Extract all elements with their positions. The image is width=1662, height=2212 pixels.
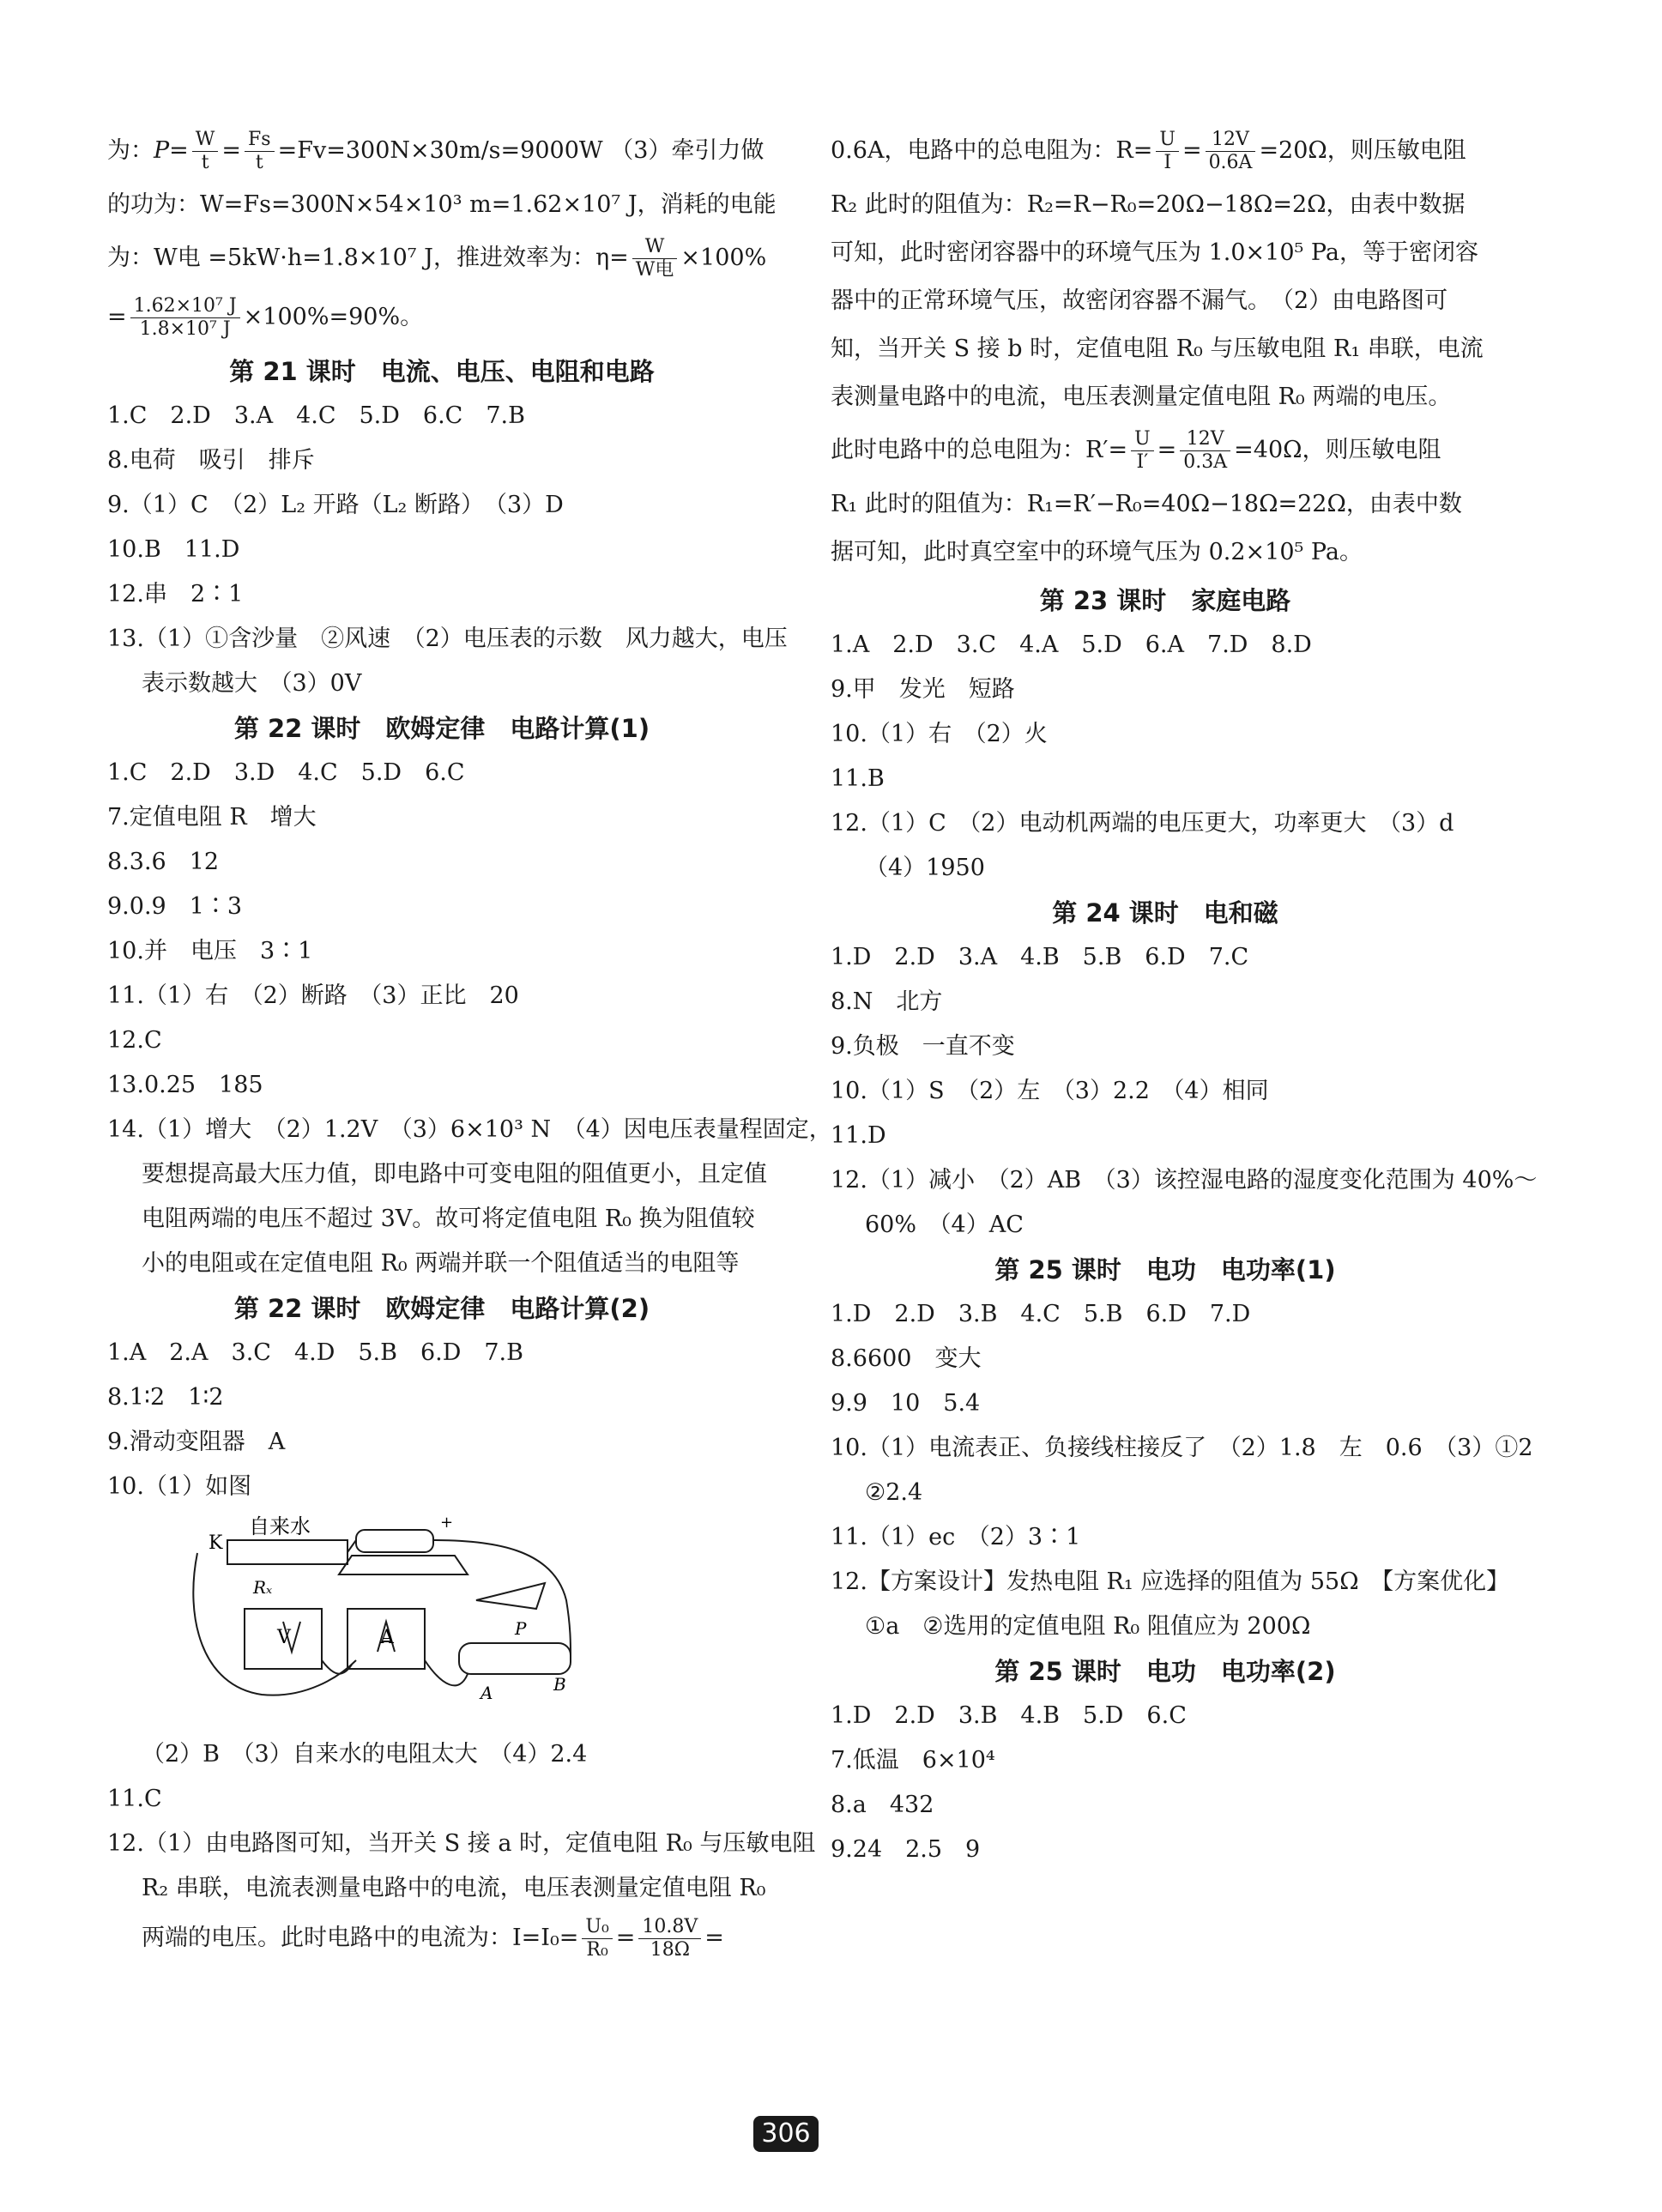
answer-line: 7.低温 6×10⁴ — [831, 1747, 995, 1774]
answer-line: 12.【方案设计】发热电阻 R₁ 应选择的阻值为 55Ω 【方案优化】 — [831, 1568, 1510, 1595]
fraction: $\frac{Fs}{t}$ — [245, 129, 275, 174]
answer-line: （2）B （3）自来水的电阻太大 （4）2.4 — [142, 1741, 588, 1768]
answer-line: 小的电阻或在定值电阻 R₀ 两端并联一个阻值适当的电阻等 — [142, 1250, 740, 1277]
answer-line: 13.0.25 185 — [107, 1072, 263, 1098]
answer-line: ①a ②选用的定值电阻 R₀ 阻值应为 200Ω — [865, 1613, 1311, 1640]
meter-needle-icon — [283, 1622, 395, 1652]
label-p: P — [515, 1618, 527, 1639]
answer-line: 10.（1）如图 — [107, 1473, 252, 1500]
text-line: 知，当开关 S 接 b 时，定值电阻 R₀ 与压敏电阻 R₁ 串联，电流 — [831, 335, 1484, 362]
fraction: $\frac{10.8V}{18\Omega}$ — [638, 1916, 701, 1961]
answer-line: 8.电荷 吸引 排斥 — [107, 447, 315, 474]
section-heading: 第 21 课时 电流、电压、电阻和电路 — [229, 357, 655, 386]
left-column — [107, 129, 832, 1972]
text-line: 的功为：W=Fs=300N×54×10³ m=1.62×10⁷ J，消耗的电能 — [107, 191, 777, 218]
answer-line: 1.C 2.D 3.D 4.C 5.D 6.C — [107, 759, 465, 786]
fraction: $\frac{12V}{0.3A}$ — [1180, 428, 1230, 474]
answer-line: 14.（1）增大 （2）1.2V （3）6×10³ N （4）因电压表量程固定， — [107, 1116, 832, 1143]
fraction: $\frac{\text{U₀}}{\text{R₀}}$ — [582, 1916, 612, 1961]
answer-line: 1.D 2.D 3.B 4.C 5.B 6.D 7.D — [831, 1301, 1251, 1327]
answer-line: 1.A 2.A 3.C 4.D 5.B 6.D 7.B — [107, 1339, 523, 1366]
section-heading: 第 25 课时 电功 电功率(1) — [994, 1255, 1336, 1284]
answer-line: 9.滑动变阻器 A — [107, 1429, 286, 1455]
switch-shape — [476, 1583, 545, 1609]
answer-line: 1.A 2.D 3.C 4.A 5.D 6.A 7.D 8.D — [831, 632, 1312, 658]
page-number: 306 — [753, 2116, 819, 2152]
section-heading: 第 24 课时 电和磁 — [1052, 898, 1278, 928]
section-heading: 第 22 课时 欧姆定律 电路计算(1) — [233, 714, 650, 743]
text-line: 0.6A，电路中的总电阻为：R= $\frac{U}{I}$ = $\frac{12V}{0.6A}$ =20Ω，则压敏电阻 — [831, 129, 1466, 173]
text-line: 器中的正常环境气压，故密闭容器不漏气。 （2）由电路图可 — [831, 287, 1448, 314]
answer-line: 10.（1）S （2）左 （3）2.2 （4）相同 — [831, 1078, 1269, 1104]
wire — [433, 1540, 571, 1656]
answer-line: 9.0.9 1∶3 — [107, 893, 243, 920]
text-line: 据可知，此时真空室中的环境气压为 0.2×10⁵ Pa。 — [831, 539, 1363, 565]
wire — [425, 1660, 468, 1685]
answer-line: 1.D 2.D 3.B 4.B 5.D 6.C — [831, 1702, 1187, 1729]
answer-line: 8.6600 变大 — [831, 1345, 982, 1372]
answer-line: 表示数越大 （3）0V — [142, 670, 362, 697]
answer-line: 9.负极 一直不变 — [831, 1033, 1015, 1060]
answer-line: 12.（1）由电路图可知，当开关 S 接 a 时，定值电阻 R₀ 与压敏电阻 — [107, 1830, 816, 1857]
answer-line: 10.B 11.D — [107, 536, 240, 563]
answer-line: 11.（1）ec （2）3∶1 — [831, 1524, 1081, 1550]
answer-line: 8.3.6 12 — [107, 849, 220, 875]
answer-line: 1.D 2.D 3.A 4.B 5.B 6.D 7.C — [831, 944, 1249, 970]
section-heading: 第 22 课时 欧姆定律 电路计算(2) — [233, 1294, 650, 1323]
answer-line: 9.9 10 5.4 — [831, 1390, 981, 1417]
label-pb: B — [553, 1674, 566, 1695]
text-line: 此时电路中的总电阻为：R′= $\frac{U}{I'}$ = $\frac{12V}{0.3A}$ =40Ω，则压敏电阻 — [831, 428, 1441, 473]
answer-line: ②2.4 — [865, 1479, 923, 1506]
answer-line: 12.（1）C （2）电动机两端的电压更大，功率更大 （3）d — [831, 810, 1454, 837]
fraction: $\frac{12V}{0.6A}$ — [1206, 129, 1256, 174]
answer-line: 12.串 2∶1 — [107, 581, 244, 607]
text-line: 可知，此时密闭容器中的环境气压为 1.0×10⁵ Pa，等于密闭容 — [831, 239, 1478, 266]
board-shape — [339, 1556, 468, 1574]
fraction: $\frac{U}{I}$ — [1156, 129, 1179, 174]
answer-line: 两端的电压。此时电路中的电流为：I=I₀= $\frac{\text{U₀}}{\text{R₀}}$ = $\frac{10.8V}{18\Omega}$ = — [142, 1916, 724, 1961]
answer-line: 9.（1）C （2）L₂ 开路（L₂ 断路） （3）D — [107, 492, 564, 518]
label-plus: + — [440, 1514, 454, 1532]
answer-line: 60% （4）AC — [865, 1212, 1024, 1238]
answer-line: 9.甲 发光 短路 — [831, 676, 1015, 703]
answer-line: 12.C — [107, 1027, 162, 1054]
answer-line: 7.定值电阻 R 增大 — [107, 804, 317, 831]
answer-line: 12.（1）减小 （2）AB （3）该控湿电路的湿度变化范围为 40%～ — [831, 1167, 1538, 1194]
answer-line: 10.并 电压 3∶1 — [107, 938, 313, 964]
answer-line: 8.N 北方 — [831, 988, 943, 1015]
label-a: A — [380, 1627, 394, 1648]
answer-line: 11.C — [107, 1786, 162, 1812]
label-v: V — [277, 1627, 291, 1648]
answer-line: 电阻两端的电压不超过 3V。故可将定值电阻 R₀ 换为阻值较 — [142, 1206, 755, 1232]
wire — [193, 1553, 356, 1695]
answer-line: 11.B — [831, 765, 885, 792]
label-rx: Rₓ — [253, 1577, 273, 1598]
answer-line: 11.（1）右 （2）断路 （3）正比 20 — [107, 982, 519, 1009]
section-heading: 第 23 课时 家庭电路 — [1039, 586, 1291, 615]
circuit-diagram — [184, 1514, 631, 1720]
answer-line: 1.C 2.D 3.A 4.C 5.D 6.C 7.B — [107, 402, 525, 429]
section-heading: 第 25 课时 电功 电功率(2) — [994, 1657, 1336, 1686]
water-tube-shape — [227, 1540, 348, 1564]
answer-line: （4）1950 — [865, 855, 985, 881]
answer-line: 9.24 2.5 9 — [831, 1836, 981, 1863]
wire — [348, 1540, 356, 1552]
answer-line: R₂ 串联，电流表测量电路中的电流，电压表测量定值电阻 R₀ — [142, 1875, 766, 1901]
text-line: R₁ 此时的阻值为：R₁=R′−R₀=40Ω−18Ω=22Ω，由表中数 — [831, 491, 1462, 517]
text-line: 为：W电 =5kW·h=1.8×10⁷ J，推进效率为：η= $\frac{W}{\text{W电}}$ ×100% — [107, 236, 767, 281]
label-water: 自来水 — [249, 1514, 311, 1538]
answer-line: 要想提高最大压力值，即电路中可变电阻的阻值更小，且定值 — [142, 1161, 767, 1188]
label-k: K — [209, 1532, 223, 1554]
label-pa: A — [480, 1683, 493, 1703]
text-line: 表测量电路中的电流，电压表测量定值电阻 R₀ 两端的电压。 — [831, 384, 1452, 410]
answer-line: 10.（1）电流表正、负接线柱接反了 （2）1.8 左 0.6 （3）①2 — [831, 1435, 1533, 1461]
answer-line: 8.a 432 — [831, 1792, 934, 1818]
fraction: $\frac{W}{\text{W电}}$ — [632, 236, 678, 281]
text-line: R₂ 此时的阻值为：R₂=R−R₀=20Ω−18Ω=2Ω，由表中数据 — [831, 191, 1466, 218]
fraction: $\frac{U}{I'}$ — [1131, 428, 1154, 474]
answer-line: 10.（1）右 （2）火 — [831, 721, 1048, 747]
fraction: $\frac{\text{1.62×10⁷ J}}{\text{1.8×10⁷ J}}$ — [130, 295, 240, 341]
rheostat-shape — [459, 1643, 571, 1674]
answer-line: 8.1∶2 1∶2 — [107, 1384, 224, 1411]
fraction: $\frac{W}{t}$ — [192, 129, 219, 174]
answer-line: 13.（1）①含沙量 ②风速 （2）电压表的示数 风力越大，电压 — [107, 626, 788, 652]
resistor-shape — [356, 1530, 433, 1552]
right-column — [831, 129, 1538, 1877]
answer-line: 11.D — [831, 1122, 886, 1149]
text-line: 为：P= $\frac{W}{t}$ = $\frac{Fs}{t}$ =Fv=300N×30m/s=9000W （3）牵引力做 — [107, 129, 765, 173]
text-line: = $\frac{\text{1.62×10⁷ J}}{\text{1.8×10⁷ J}}$ ×100%=90%。 — [107, 295, 424, 340]
